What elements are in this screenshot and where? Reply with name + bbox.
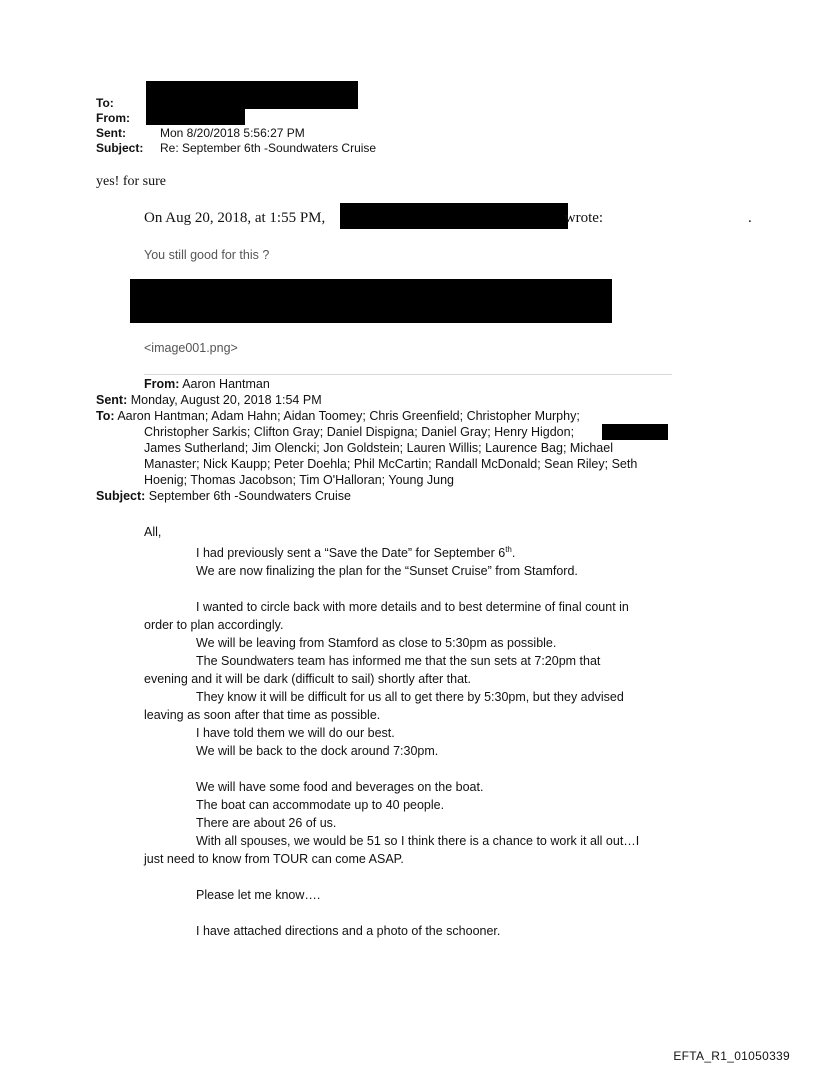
body-line: We will have some food and beverages on the boat. [196, 780, 484, 795]
fwd-to-line1: Aaron Hantman; Adam Hahn; Aidan Toomey; Chris Greenfield; Christopher Murphy; [117, 409, 580, 423]
message-body [144, 523, 684, 940]
fwd-to-line [96, 408, 580, 424]
fwd-sent-label: Sent: [96, 393, 128, 407]
to-label: To: [96, 96, 114, 110]
fwd-to-line3: James Sutherland; Jim Olencki; Jon Goldstein; Lauren Willis; Laurence Bag; Michael [144, 441, 613, 455]
body-line: I had previously sent a “Save the Date” for September 6th. [196, 545, 516, 561]
document-id: EFTA_R1_01050339 [673, 1049, 790, 1063]
fwd-from-value: Aaron Hantman [182, 377, 270, 391]
sent-label: Sent: [96, 126, 126, 140]
body-line: They know it will be difficult for us all to get there by 5:30pm, but they advised [196, 690, 624, 705]
fwd-to-line2: Christopher Sarkis; Clifton Gray; Daniel Dispigna; Daniel Gray; Henry Higdon; [144, 425, 575, 439]
body-line: leaving as soon after that time as possible. [144, 708, 381, 723]
divider [144, 374, 672, 375]
body-line: We will be leaving from Stamford as close to 5:30pm as possible. [196, 636, 557, 651]
body-line: There are about 26 of us. [196, 816, 337, 831]
fwd-to-line4: Manaster; Nick Kaupp; Peter Doehla; Phil McCartin; Randall McDonald; Sean Riley; Seth [144, 457, 638, 471]
body-line: With all spouses, we would be 51 so I think there is a chance to work it all out…I [196, 834, 640, 849]
subject-value: Re: September 6th -Soundwaters Cruise [160, 141, 377, 155]
body-line: We will be back to the dock around 7:30pm. [196, 744, 439, 759]
fwd-subject-label: Subject: [96, 489, 146, 503]
fwd-to-label: To: [96, 409, 115, 423]
body-line: Please let me know…. [196, 888, 321, 903]
fwd-from-label: From: [144, 377, 180, 391]
sent-value: Mon 8/20/2018 5:56:27 PM [160, 126, 305, 140]
quote-dot: . [748, 210, 752, 226]
body-line: order to plan accordingly. [144, 618, 284, 633]
quote-intro [144, 210, 603, 227]
fwd-subject-line [96, 488, 351, 504]
quote-wrote: wrote: [564, 210, 604, 226]
fwd-sent-value: Monday, August 20, 2018 1:54 PM [130, 393, 322, 407]
body-line: I wanted to circle back with more details and to best determine of final count in [196, 600, 629, 615]
fwd-sent-line [96, 392, 322, 408]
body-line: I have told them we will do our best. [196, 726, 395, 741]
fwd-from-line [144, 376, 270, 392]
subject-label: Subject: [96, 141, 144, 155]
body-line: The Soundwaters team has informed me that the sun sets at 7:20pm that [196, 654, 601, 669]
redaction-image [130, 279, 612, 323]
body-line: The boat can accommodate up to 40 people. [196, 798, 445, 813]
quote-message: You still good for this ? [144, 248, 270, 262]
fwd-subject-value: September 6th -Soundwaters Cruise [148, 489, 351, 503]
body-line: just need to know from TOUR can come ASAP. [144, 852, 404, 867]
image-placeholder: <image001.png> [144, 341, 238, 355]
greeting: All, [144, 525, 162, 539]
from-label: From: [96, 111, 130, 125]
fwd-to-line5: Hoenig; Thomas Jacobson; Tim O'Halloran; Young Jung [144, 473, 454, 487]
email-header [96, 96, 376, 156]
body-line: We are now finalizing the plan for the “Sunset Cruise” from Stamford. [196, 564, 578, 579]
body-line: evening and it will be dark (difficult to sail) shortly after that. [144, 672, 472, 687]
quote-intro-text: On Aug 20, 2018, at 1:55 PM, [144, 210, 326, 226]
redaction-recipient [602, 424, 668, 440]
body-line: I have attached directions and a photo of the schooner. [196, 924, 501, 939]
reply-text: yes! for sure [96, 174, 166, 189]
